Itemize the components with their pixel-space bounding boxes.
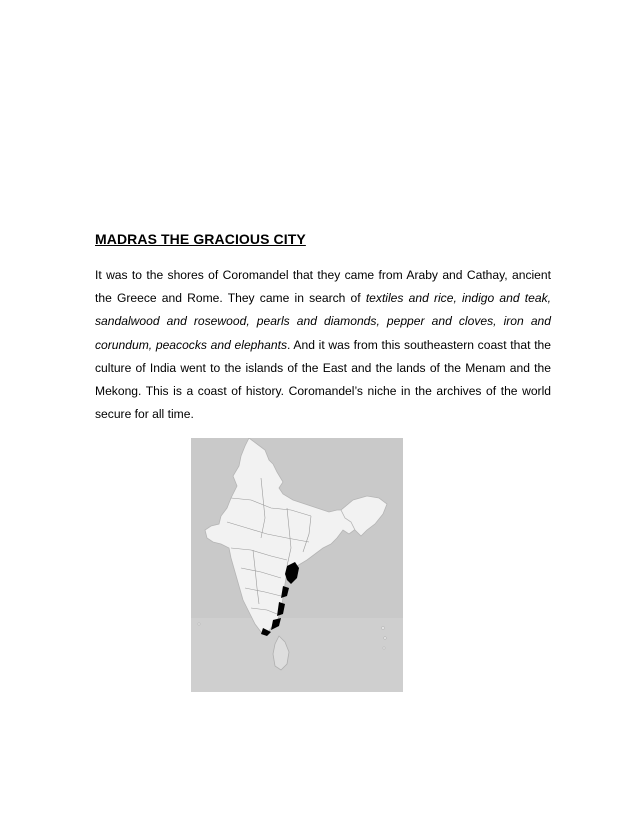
body-paragraph — [95, 264, 551, 426]
paragraph-text-end: . And it was from this southeastern coast that the culture of India went to the islands of the East and the lands of the Menam and the Mekong. This is a coast of history. Coromandel’s niche in the archives of the world secure for all time. — [95, 337, 552, 422]
india-map-image — [191, 438, 403, 692]
paragraph-italic-goods: textiles and rice, indigo and teak, sandalwood and rosewood, pearls and diamonds, pepper and cloves, iron and corundum, peacocks and elephants — [95, 291, 551, 352]
paragraph-text-start: It was to the shores of Coromandel that they came from Araby and Cathay, ancient the Greece and Rome. They came in search of — [95, 268, 551, 306]
page-title: MADRAS THE GRACIOUS CITY — [95, 231, 306, 247]
